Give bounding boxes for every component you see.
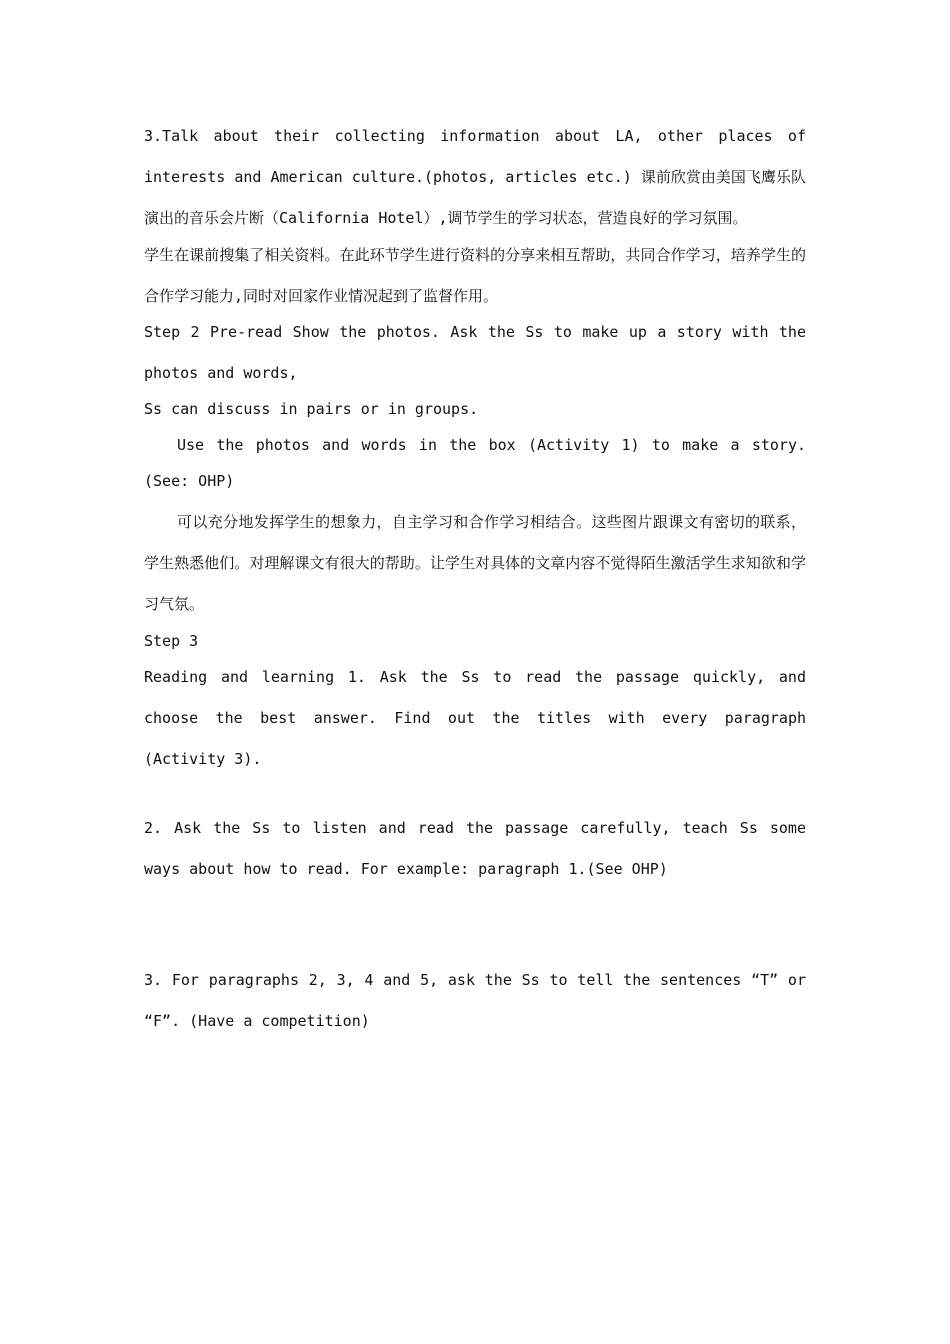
- heading-step-3: Step 3: [144, 632, 199, 650]
- paragraph-talk-about-la: 3.Talk about their collecting information about LA, other places of interests and American culture.(photos, articles etc.) 课前欣赏由美国飞鹰乐队演出的音乐会片断（California Hotel）,调节学生的学习状态，营造良好的学习氛围。: [144, 127, 806, 227]
- paragraph-reading-and-learning: Reading and learning 1. Ask the Ss to read the passage quickly, and choose the best answer. Find out the titles with every paragraph (Activity 3).: [144, 668, 806, 768]
- paragraph-listen-and-read: 2. Ask the Ss to listen and read the passage carefully, teach Ss some ways about how to read. For example: paragraph 1.(See OHP): [144, 819, 806, 878]
- paragraph-discuss-in-pairs: Ss can discuss in pairs or in groups.: [144, 400, 479, 418]
- paragraph-true-or-false: 3. For paragraphs 2, 3, 4 and 5, ask the Ss to tell the sentences “T” or “F”. (Have a competition): [144, 971, 806, 1030]
- paragraph-step-2-pre-read: Step 2 Pre-read Show the photos. Ask the Ss to make up a story with the photos and words,: [144, 323, 806, 382]
- paragraph-make-a-story: Use the photos and words in the box (Activity 1) to make a story. (See: OHP): [144, 436, 806, 490]
- paragraph-collected-materials: 学生在课前搜集了相关资料。在此环节学生进行资料的分享来相互帮助，共同合作学习，培养学生的合作学习能力,同时对回家作业情况起到了监督作用。: [144, 246, 806, 305]
- paragraph-imagination: 可以充分地发挥学生的想象力，自主学习和合作学习相结合。这些图片跟课文有密切的联系，学生熟悉他们。对理解课文有很大的帮助。让学生对具体的文章内容不觉得陌生激活学生求知欲和学习气氛。: [144, 513, 806, 613]
